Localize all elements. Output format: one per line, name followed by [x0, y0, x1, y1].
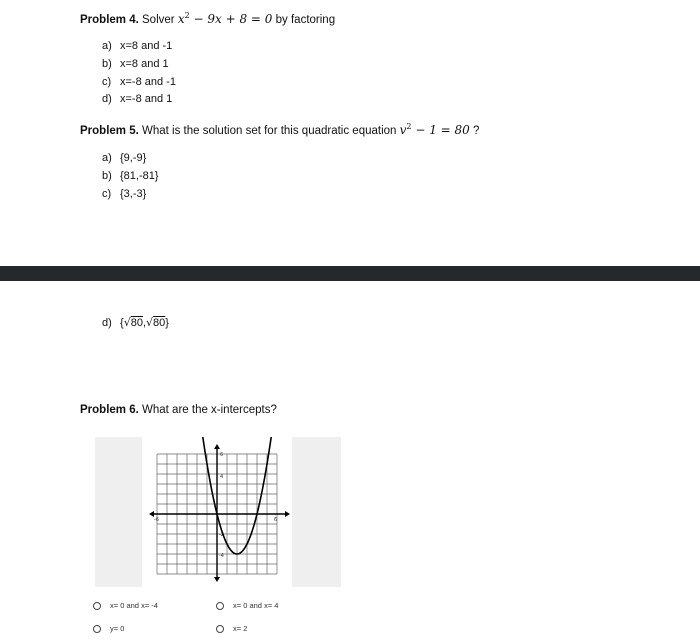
problem-4-option-d: [102, 93, 172, 105]
y-axis-arrow-down: [214, 577, 220, 582]
problem-4-text-after: by factoring: [275, 14, 336, 26]
radio-button[interactable]: [216, 625, 224, 633]
problem-5-label: Problem 5.: [80, 125, 139, 137]
problem-5-option-b: [102, 170, 159, 182]
radio-button[interactable]: [93, 602, 101, 610]
parabola-graph: [142, 437, 292, 587]
sqrt-radicand-2: 80: [153, 317, 166, 329]
y-axis-arrow-up: [214, 444, 220, 449]
problem-4-statement: [80, 11, 335, 26]
problem-6-text: What are the x-intercepts?: [142, 404, 277, 416]
choice-x0-x4[interactable]: [216, 601, 278, 610]
option-letter: d): [102, 317, 112, 329]
problem-5-option-a: [102, 152, 146, 164]
option-text: {81,-81}: [120, 170, 159, 182]
option-text: x=8 and 1: [120, 58, 169, 70]
option-letter: c): [102, 188, 112, 200]
option-separator: ,: [142, 317, 147, 329]
option-brace-close: }: [165, 317, 169, 329]
tick-label-y-6: 6: [220, 452, 224, 458]
problem-4-option-b: [102, 58, 169, 70]
problem-4-option-c: [102, 76, 176, 88]
option-text: {3,-3}: [120, 188, 147, 200]
choice-x0-xneg4[interactable]: [93, 601, 158, 610]
option-letter: c): [102, 76, 112, 88]
tick-label-x-neg-6: -6: [154, 517, 159, 523]
problem-4-equation: [178, 12, 273, 26]
sqrt-symbol: √: [123, 316, 131, 329]
tick-label-y-neg-4: -4: [219, 553, 224, 559]
page-divider: [0, 266, 700, 281]
problem-5-text-after: ?: [473, 125, 480, 137]
problem-6-statement: [80, 404, 277, 416]
option-brace-open: {: [120, 317, 124, 329]
option-text: {9,-9}: [120, 152, 147, 164]
choice-label: x= 0 and x= -4: [110, 601, 158, 610]
choice-label: y= 0: [110, 624, 125, 633]
choice-label: x= 0 and x= 4: [233, 601, 279, 610]
tick-label-x-6: 6: [274, 517, 278, 523]
option-letter: d): [102, 93, 112, 105]
problem-5-option-d: [102, 316, 169, 329]
problem-5-eq-rest: − 1 = 80: [411, 123, 470, 137]
problem-4-text-before: Solver: [142, 14, 175, 26]
option-letter: b): [102, 58, 112, 70]
problem-4-eq-lead: x: [177, 12, 185, 26]
option-text: x=-8 and -1: [120, 76, 176, 88]
problem-5-eq-exp: 2: [406, 122, 412, 131]
option-text: x=8 and -1: [120, 40, 173, 52]
option-letter: a): [102, 40, 112, 52]
x-axis-arrow-right: [285, 511, 290, 517]
sqrt-radicand-1: 80: [130, 317, 143, 329]
problem-4-option-a: [102, 40, 172, 52]
sqrt-symbol: √: [146, 316, 154, 329]
graph-panel: [142, 437, 292, 587]
problem-6-label: Problem 6.: [80, 404, 139, 416]
tick-label-y-4: 4: [220, 474, 224, 480]
graph-background-left: [95, 437, 142, 587]
problem-5-eq-lead: v: [399, 123, 407, 137]
choice-y0[interactable]: [93, 624, 124, 633]
option-text: x=-8 and 1: [120, 93, 173, 105]
problem-5-text-before: What is the solution set for this quadratic equation: [142, 125, 397, 137]
option-letter: b): [102, 170, 112, 182]
problem-5-statement: [80, 122, 479, 137]
graph-background-right: [292, 437, 341, 587]
problem-5-option-c: [102, 188, 146, 200]
problem-4-eq-exp: 2: [184, 11, 190, 20]
problem-5-equation: [400, 123, 470, 137]
radio-button[interactable]: [216, 602, 224, 610]
problem-4-label: Problem 4.: [80, 14, 139, 26]
tick-label-y-neg-2: -2: [219, 532, 224, 538]
radio-button[interactable]: [93, 625, 101, 633]
option-letter: a): [102, 152, 112, 164]
choice-x2[interactable]: [216, 624, 247, 633]
choice-label: x= 2: [233, 624, 248, 633]
problem-4-eq-rest: − 9x + 8 = 0: [189, 12, 273, 26]
